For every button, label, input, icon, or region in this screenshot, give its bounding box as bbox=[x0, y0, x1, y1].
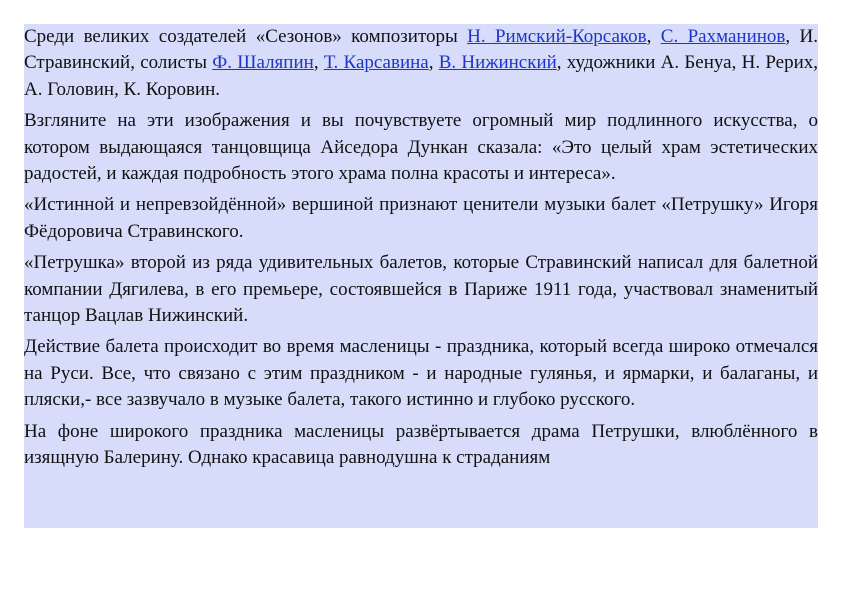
link-rachmaninov[interactable]: С. Рахманинов bbox=[660, 26, 786, 47]
link-karsavina[interactable]: Т. Карсавина bbox=[323, 52, 429, 74]
highlighted-text-block bbox=[24, 24, 818, 528]
link-rimsky-korsakov[interactable]: Н. Римский-Корсаков bbox=[467, 26, 647, 47]
paragraph-maslenitsa: Действие балета происходит во время масленицы - праздника, который всегда широко отмечался на Руси. Все, что связано с этим праздником - и народные гулянья, и ярмарки, и балаганы, и пляски,- все зазвучало в музыке балета, такого истинно и глубоко русского. bbox=[24, 336, 818, 411]
separator: , bbox=[313, 52, 324, 74]
paragraph-creators bbox=[24, 24, 818, 103]
paragraph-text: , И. Стравинский, солисты bbox=[24, 26, 818, 74]
paragraph-text: , художники А. Бенуа, Н. Рерих, А. Головин, К. Коровин. bbox=[24, 52, 818, 100]
link-nijinsky[interactable]: В. Нижинский bbox=[438, 52, 557, 74]
link-chaliapin[interactable]: Ф. Шаляпин bbox=[212, 52, 314, 74]
separator: , bbox=[428, 52, 439, 74]
paragraph-petrushka-premiere: «Петрушка» второй из ряда удивительных балетов, которые Стравинский написал для балетной компании Дягилева, в его премьере, состоявшейся в Париже 1911 года, участвовал знаменитый танцор Вацлав Нижинский. bbox=[24, 252, 818, 327]
paragraph-duncan-quote: Взгляните на эти изображения и вы почувствуете огромный мир подлинного искусства, о котором выдающаяся танцовщица Айседора Дункан сказала: «Это целый храм эстетических радостей, и каждая подробность этого храма полна красоты и интереса». bbox=[24, 110, 818, 185]
separator: , bbox=[646, 26, 661, 47]
paragraph-drama: На фоне широкого праздника масленицы развёртывается драма Петрушки, влюблённого в изящную Балерину. Однако красавица равнодушна к страданиям bbox=[24, 420, 818, 469]
paragraph-petrushka-summit: «Истинной и непревзойдённой» вершиной признают ценители музыки балет «Петрушку» Игоря Фёдоровича Стравинского. bbox=[24, 194, 818, 242]
paragraph-text: Среди великих создателей «Сезонов» композиторы bbox=[24, 26, 468, 47]
